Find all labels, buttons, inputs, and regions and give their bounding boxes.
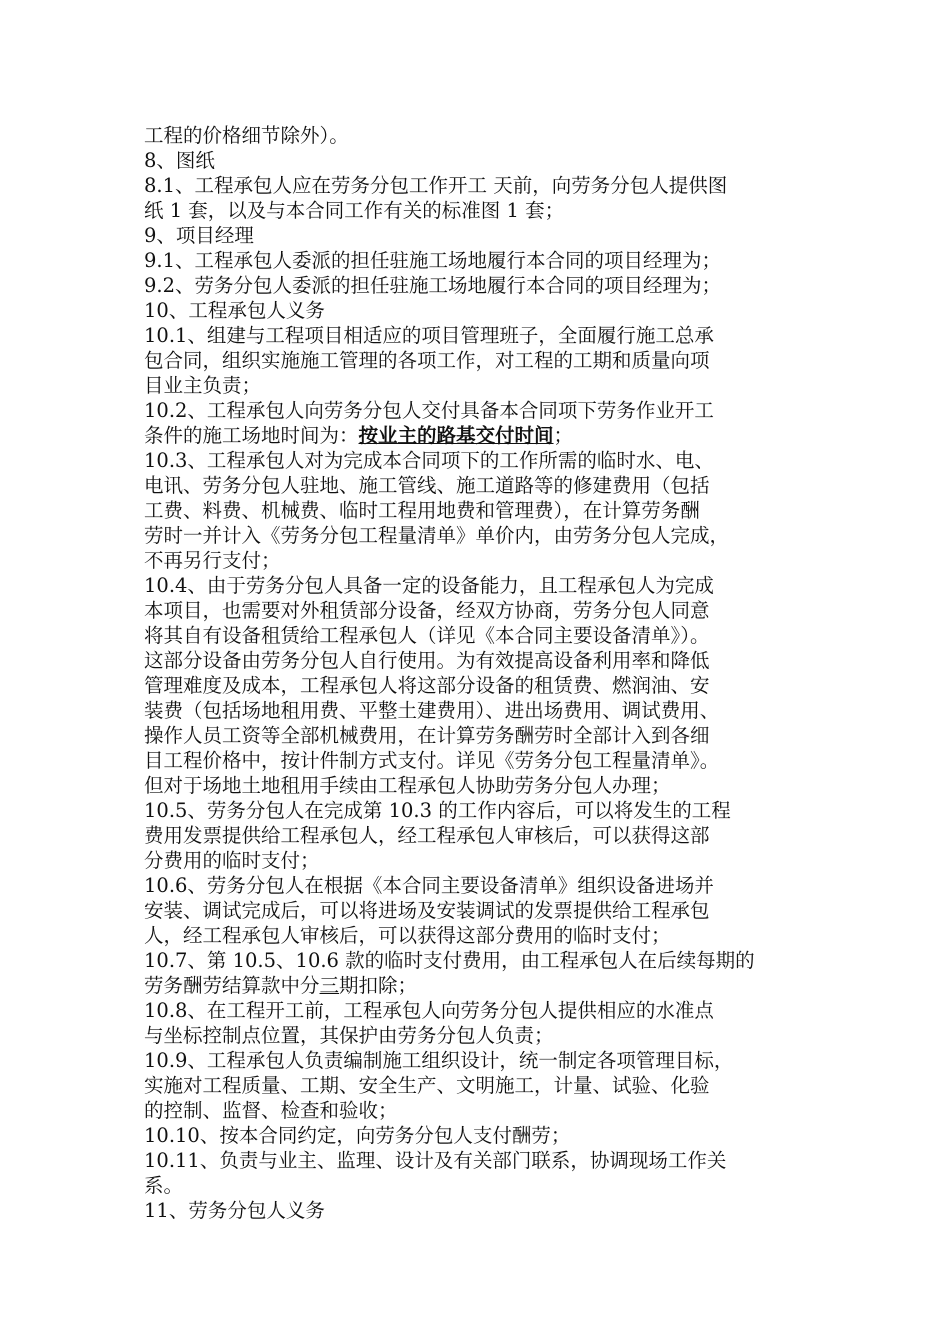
section-heading: 11、劳务分包人义务 <box>144 1199 325 1222</box>
text-line: 系。 <box>144 1174 184 1197</box>
text-line: 的控制、监督、检查和验收； <box>144 1099 398 1122</box>
section-heading: 10、工程承包人义务 <box>144 299 325 322</box>
text-line: 不再另行支付； <box>144 549 281 572</box>
text-line: 操作人员工资等全部机械费用，在计算劳务酬劳时全部计入到各细 <box>144 724 710 747</box>
text-line: 实施对工程质量、工期、安全生产、文明施工，计量、试验、化验 <box>144 1074 710 1097</box>
text-line: 10.3、工程承包人对为完成本合同项下的工作所需的临时水、电、 <box>144 449 714 472</box>
text-line: 目工程价格中，按计件制方式支付。详见《劳务分包工程量清单》。 <box>144 749 720 772</box>
text-line: 工程的价格细节除外）。 <box>144 124 349 147</box>
section-heading: 9、项目经理 <box>144 224 254 247</box>
text-line: 10.8、在工程开工前，工程承包人向劳务分包人提供相应的水准点 <box>144 999 714 1022</box>
text-line: 10.6、劳务分包人在根据《本合同主要设备清单》组织设备进场并 <box>144 874 714 897</box>
underlined-period-count: 三 <box>319 974 340 997</box>
document-page <box>144 123 834 1223</box>
text-line: 与坐标控制点位置，其保护由劳务分包人负责； <box>144 1024 554 1047</box>
text-line: 包合同，组织实施施工管理的各项工作，对工程的工期和质量向项 <box>144 349 710 372</box>
text-line: 工费、料费、机械费、临时工程用地费和管理费），在计算劳务酬 <box>144 499 700 522</box>
text-line: 分费用的临时支付； <box>144 849 320 872</box>
text-line: 目业主负责； <box>144 374 262 397</box>
text-line: 10.11、负责与业主、监理、设计及有关部门联系，协调现场工作关 <box>144 1149 727 1172</box>
text-segment: ； <box>553 424 574 447</box>
text-line-with-underline <box>144 973 834 998</box>
text-line: 电讯、劳务分包人驻地、施工管线、施工道路等的修建费用（包括 <box>144 474 710 497</box>
text-line: 10.2、工程承包人向劳务分包人交付具备本合同项下劳务作业开工 <box>144 399 714 422</box>
section-heading: 8、图纸 <box>144 149 215 172</box>
text-segment: 期扣除； <box>339 974 418 997</box>
text-line-with-emphasis <box>144 423 834 448</box>
text-line: 9.1、工程承包人委派的担任驻施工场地履行本合同的项目经理为； <box>144 249 722 272</box>
text-line: 本项目，也需要对外租赁部分设备，经双方协商，劳务分包人同意 <box>144 599 710 622</box>
text-line: 装费（包括场地租用费、平整土建费用）、进出场费用、调试费用、 <box>144 699 720 722</box>
text-line: 纸 1 套，以及与本合同工作有关的标准图 1 套； <box>144 199 565 222</box>
text-line: 但对于场地土地租用手续由工程承包人协助劳务分包人办理； <box>144 774 671 797</box>
text-line: 将其自有设备租赁给工程承包人（详见《本合同主要设备清单》）。 <box>144 624 710 647</box>
text-line: 8.1、工程承包人应在劳务分包工作开工 天前，向劳务分包人提供图 <box>144 174 728 197</box>
text-line: 人，经工程承包人审核后，可以获得这部分费用的临时支付； <box>144 924 671 947</box>
text-line: 安装、调试完成后，可以将进场及安装调试的发票提供给工程承包 <box>144 899 710 922</box>
text-line: 这部分设备由劳务分包人自行使用。为有效提高设备利用率和降低 <box>144 649 710 672</box>
text-line: 10.9、工程承包人负责编制施工组织设计，统一制定各项管理目标， <box>144 1049 734 1072</box>
text-line: 10.5、劳务分包人在完成第 10.3 的工作内容后，可以将发生的工程 <box>144 799 731 822</box>
text-line: 10.4、由于劳务分包人具备一定的设备能力，且工程承包人为完成 <box>144 574 714 597</box>
text-line: 10.1、组建与工程项目相适应的项目管理班子，全面履行施工总承 <box>144 324 714 347</box>
text-line: 管理难度及成本，工程承包人将这部分设备的租赁费、燃润油、安 <box>144 674 710 697</box>
text-line: 劳时一并计入《劳务分包工程量清单》单价内，由劳务分包人完成， <box>144 524 730 547</box>
text-line: 10.10、按本合同约定，向劳务分包人支付酬劳； <box>144 1124 571 1147</box>
text-segment: 劳务酬劳结算款中分 <box>144 974 320 997</box>
text-line: 9.2、劳务分包人委派的担任驻施工场地履行本合同的项目经理为； <box>144 274 722 297</box>
emphasized-handover-time: 按业主的路基交付时间 <box>358 424 554 447</box>
text-line: 10.7、第 10.5、10.6 款的临时支付费用，由工程承包人在后续每期的 <box>144 949 755 972</box>
text-segment: 条件的施工场地时间为： <box>144 424 359 447</box>
text-line: 费用发票提供给工程承包人，经工程承包人审核后，可以获得这部 <box>144 824 710 847</box>
